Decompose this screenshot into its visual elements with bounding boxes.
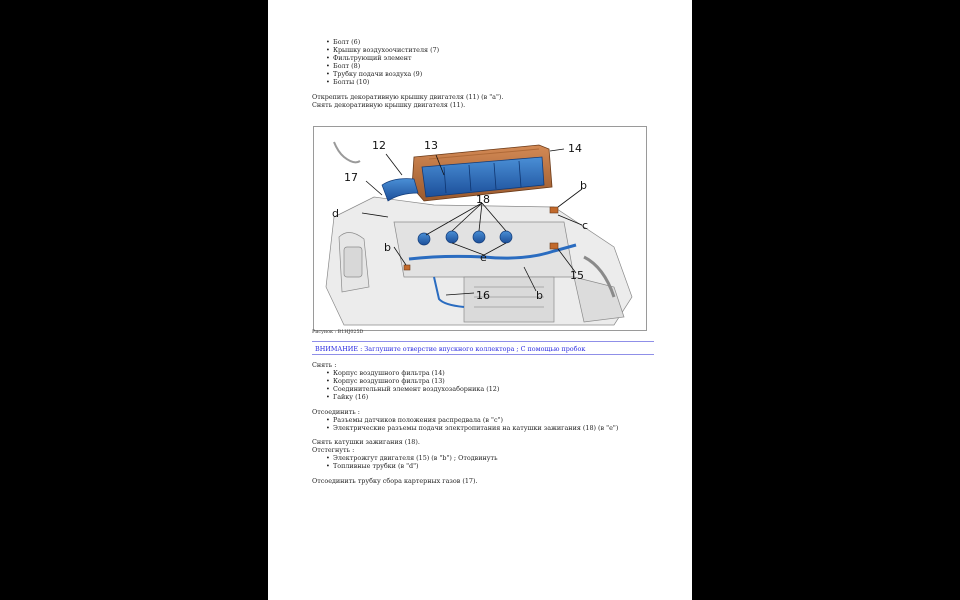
final-paragraph [312,477,662,485]
list-item: • Трубку подачи воздуха (9) [326,70,662,78]
engine-figure [313,126,647,331]
intro-paragraph [312,93,662,109]
callout-16: 16 [476,289,490,302]
remove-section [312,361,662,401]
callout-12: 12 [372,139,386,152]
intake-connector [382,179,418,201]
callout-18: 18 [476,193,490,206]
callout-15: 15 [570,269,584,282]
top-list-block [312,38,662,86]
callout-e: e [480,251,487,264]
section-title: Снять : [312,361,337,369]
list-item: • Корпус воздушного фильтра (14) [326,369,662,377]
list-item: • Фильтрующий элемент [326,54,662,62]
disconnect-section [312,408,662,432]
unclip-section [312,438,662,470]
list-item: • Болты (10) [326,78,662,86]
list-item: • Топливные трубки (в "d") [326,462,662,470]
disconnect-list [312,416,662,432]
figure-caption: Рисунок : B1HJ025D [312,330,364,335]
list-item: • Болт (6) [326,38,662,46]
intro-line: Открепить декоративную крышку двигателя (11) (в "a"). [312,93,504,101]
coils-line: Снять катушки зажигания (18). [312,438,420,446]
document-page [268,0,692,600]
list-item: • Электрожгут двигателя (15) (в "b") ; Отодвинуть [326,454,662,462]
callout-13: 13 [424,139,438,152]
section-title: Отсоединить : [312,408,360,416]
final-line: Отсоединить трубку сбора картерных газов (17). [312,477,478,485]
list-item: • Болт (8) [326,62,662,70]
remove-list [312,369,662,401]
callout-b-left: b [384,241,391,254]
list-item: • Разъемы датчиков положения распредвала (в "c") [326,416,662,424]
callout-d: d [332,207,339,220]
list-item: • Гайку (16) [326,393,662,401]
section-title: Отстегнуть : [312,446,355,454]
warning-text: : Заглушите отверстие впускного коллектора ; С помощью пробок [360,345,586,353]
callout-b-top: b [580,179,587,192]
list-item: • Электрические разъемы подачи электропитания на катушки зажигания (18) (в "e") [326,424,662,432]
warning-banner [312,341,654,355]
intro-line: Снять декоративную крышку двигателя (11). [312,101,466,109]
unclip-list [312,454,662,470]
top-bullet-list [312,38,662,86]
engine-diagram [314,127,646,330]
callout-17: 17 [344,171,358,184]
callout-c: c [582,219,589,232]
callout-14: 14 [568,142,582,155]
list-item: • Соединительный элемент воздухозаборника (12) [326,385,662,393]
list-item: • Корпус воздушного фильтра (13) [326,377,662,385]
callout-b-bottom: b [536,289,543,302]
list-item: • Крышку воздухоочистителя (7) [326,46,662,54]
warning-label: ВНИМАНИЕ [315,345,359,353]
